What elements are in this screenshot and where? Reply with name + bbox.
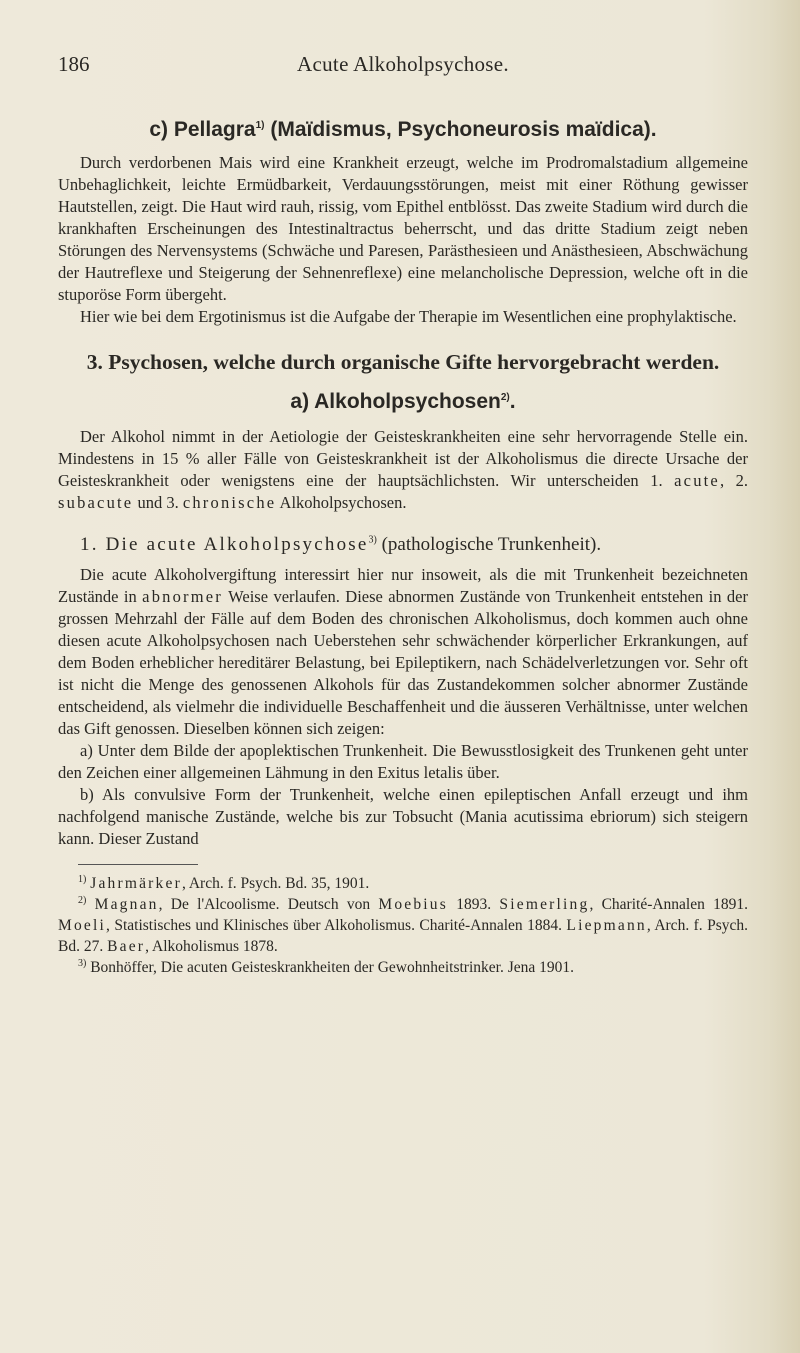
footnotes [58, 873, 748, 978]
footnote-ref-3: 3) [368, 534, 377, 546]
footnote-3: $^{3)}$ Bonhöffer, Die acuten Geisteskrankheiten der Gewohnheitstrinker. Jena 1901. [78, 957, 574, 976]
page-content [58, 118, 748, 978]
heading-acute-alkoholpsychose: 1. Die acute Alkoholpsychose$^{3)}$ (pathologische Trunkenheit). [80, 534, 602, 555]
paragraph-alkohol: Der Alkohol nimmt in der Aetiologie der Geisteskrankheiten eine sehr hervorragende Stelle ein. Mindestens in 15 % aller Fälle von Geisteskrankheit ist der Alkoholismus die directe Ursache der Geisteskrankheit oder wenigstens eine der hauptsächlichsten. Wir unterscheiden 1. acute, 2. subacute und 3. chronische Alkoholpsychosen. [58, 427, 749, 512]
footnote-ref-2: 2) [500, 392, 510, 403]
page-header [58, 52, 748, 82]
footnote-divider [78, 864, 198, 865]
paragraph-pellagra-1: Durch verdorbenen Mais wird eine Krankheit erzeugt, welche im Prodromalstadium allgemeine Unbehaglichkeit, leichte Ermüdbarkeit, Verdauungsstörungen, meist mit einer Röthung gewisser Hautstellen, zeigt. Die Haut wird rauh, rissig, vom Epithel entblösst. Das zweite Stadium wird durch die krankhaften Erscheinungen des Intestinaltractus beherrscht, und das dritte Stadium zeigt neben Störungen des Nervensystems (Schwäche und Paresen, Parästhesieen und Anästhesieen, Abschwächung der Hautreflexe und Steigerung der Sehnenreflexe) eine melancholische Depression, welche oft in die stuporöse Form übergeht. [58, 153, 748, 304]
footnote-ref-1: 1) [255, 120, 265, 131]
running-head: Acute Alkoholpsychose. [297, 52, 509, 76]
paragraph-acute-1: Die acute Alkoholvergiftung interessirt hier nur insoweit, als die mit Trunkenheit bezeichneten Zustände in abnormer Weise verlaufen. Diese abnormen Zustände von Trunkenheit entstehen in der grossen Mehrzahl der Fälle auf dem Boden des chronischen Alkoholismus, doch kommen auch ohne diesen acute Alkoholpsychosen nach Ueberstehen sehr schwächender körperlicher Erkrankungen, auf dem Boden erheblicher hereditärer Belastung, bei Epileptikern, nach Schädelverletzungen vor. Sehr oft ist nicht die Menge des genossenen Alkohols für das Zustandekommen solcher abnormer Zustände entscheidend, als vielmehr die individuelle Beschaffenheit und die äusseren Verhältnisse, unter welchen das Gift genossen. Dieselben können sich zeigen: [58, 565, 748, 738]
list-item-a: a) Unter dem Bilde der apoplektischen Trunkenheit. Die Bewusstlosigkeit des Trunkenen geht unter den Zeichen einer allgemeinen Lähmung in den Exitus letalis über. [58, 741, 748, 782]
page-number: 186 [58, 52, 90, 76]
heading-pellagra: c) Pellagra$^{1)}$ (Maïdismus, Psychoneurosis maïdica). [149, 118, 657, 141]
list-item-b: b) Als convulsive Form der Trunkenheit, welche einen epileptischen Anfall erzeugt und ihm nachfolgend manische Zustände, welche bis zur Tobsucht (Mania acutissima ebriorum) sich steigern kann. Dieser Zustand [58, 785, 748, 848]
footnote-1: $^{1)}$ Jahrmärker, Arch. f. Psych. Bd. 35, 1901. [78, 873, 370, 892]
heading-alkoholpsychosen: a) Alkoholpsychosen$^{2)}$. [290, 390, 516, 413]
paragraph-pellagra-2: Hier wie bei dem Ergotinismus ist die Aufgabe der Therapie im Wesentlichen eine prophylaktische. [80, 307, 737, 326]
heading-organic-poisons: 3. Psychosen, welche durch organische Gifte hervorgebracht werden. [86, 350, 720, 374]
footnote-2: $^{2)}$ Magnan, De l'Alcoolisme. Deutsch von Moebius 1893. Siemerling, Charité-Annalen 1891. Moeli, Statistisches und Klinisches über Alkoholismus. Charité-Annalen 1884. Liepmann, Arch. f. Psych. Bd. 27. Baer, Alkoholismus 1878. [58, 894, 749, 955]
